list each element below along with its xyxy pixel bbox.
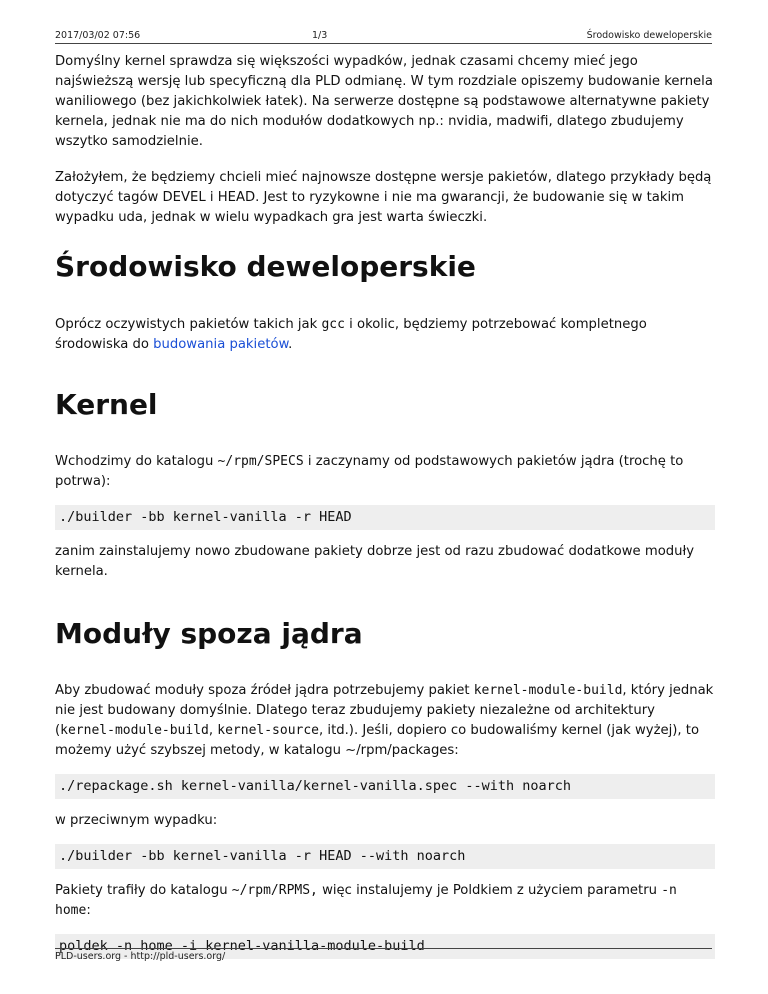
otherwise-paragraph: w przeciwnym wypadku: xyxy=(55,813,218,828)
text-span: i okolic, będziemy potrzebować kompletnego środowiska do xyxy=(55,317,647,352)
document-body xyxy=(55,52,715,959)
modules-paragraph xyxy=(55,681,715,761)
intro-paragraph-2: Założyłem, że będziemy chcieli mieć najnowsze dostępne wersje pakietów, dlatego przykłady będą dotyczyć tagów DEVEL i HEAD. Jest to ryzykowne i nie ma gwarancji, że budowanie się w takim wypadku uda, jednak w wielu wypadkach gra jest warta świeczki. xyxy=(55,170,712,225)
text-span: więc instalujemy je Poldkiem z użyciem parametru xyxy=(317,883,662,898)
code-block-builder: ./builder -bb kernel-vanilla -r HEAD xyxy=(55,505,715,530)
code-block-repackage: ./repackage.sh kernel-vanilla/kernel-vanilla.spec --with noarch xyxy=(55,774,715,799)
text-span: , itd.). Jeśli, dopiero co budowaliśmy kernel (jak wyżej), to możemy użyć szybszej metody, w katalogu ~/rpm/packages: xyxy=(55,723,700,758)
inline-code: kernel-source xyxy=(217,723,320,738)
text-span: . xyxy=(288,337,293,352)
text-span: i zaczynamy od podstawowych pakietów jądra (trochę to potrwa): xyxy=(55,454,684,489)
section-heading-environment: Środowisko deweloperskie xyxy=(55,250,476,283)
header-page-number: 1/3 xyxy=(312,30,328,41)
text-span: Oprócz oczywistych pakietów takich jak xyxy=(55,317,322,332)
inline-code: ~/rpm/SPECS xyxy=(217,454,304,469)
section-heading-modules: Moduły spoza jądra xyxy=(55,617,363,650)
header-title: Środowisko deweloperskie xyxy=(586,30,712,41)
text-span: , xyxy=(208,723,218,738)
text-span: : xyxy=(86,903,91,918)
code-block-builder-noarch: ./builder -bb kernel-vanilla -r HEAD --with noarch xyxy=(55,844,715,869)
page-footer xyxy=(55,948,712,962)
intro-paragraph-1: Domyślny kernel sprawdza się większości wypadków, jednak czasami chcemy mieć jego najświeższą wersję lub specyficzną dla PLD odmianę. W tym rozdziale opiszemy budowanie kernela waniliowego (bez jakichkolwiek łatek). Na serwerze dostępne są podstawowe alternatywne pakiety kernela, jednak nie ma do nich modułów dodatkowych np.: nvidia, madwifi, dlatego zbudujemy wszytko samodzielnie. xyxy=(55,54,713,149)
text-span: , który jednak nie jest budowany domyślnie. Dlatego teraz zbudujemy pakiety niezależne od architektury ( xyxy=(55,683,714,738)
footer-text: PLD-users.org - http://pld-users.org/ xyxy=(55,951,226,962)
section-heading-kernel: Kernel xyxy=(55,388,158,421)
inline-code: gcc xyxy=(321,317,345,332)
install-paragraph xyxy=(55,881,715,921)
inline-code: kernel-module-build xyxy=(60,723,209,738)
inline-code: kernel-module-build xyxy=(473,683,623,698)
kernel-paragraph xyxy=(55,452,715,492)
environment-paragraph xyxy=(55,315,715,355)
header-date: 2017/03/02 07:56 xyxy=(55,30,141,41)
kernel-after-paragraph: zanim zainstalujemy nowo zbudowane pakiety dobrze jest od razu zbudować dodatkowe moduły kernela. xyxy=(55,544,695,579)
text-span: Pakiety trafiły do katalogu xyxy=(55,883,232,898)
page-header xyxy=(55,30,712,44)
code-block-poldek: poldek -n home -i kernel-vanilla-module-build xyxy=(55,934,715,959)
link-building-packages[interactable]: budowania pakietów xyxy=(153,337,289,352)
inline-code: ~/rpm/RPMS, xyxy=(231,883,318,898)
inline-code: -n home xyxy=(55,883,677,918)
text-span: Aby zbudować moduły spoza źródeł jądra potrzebujemy pakiet xyxy=(55,683,474,698)
text-span: Wchodzimy do katalogu xyxy=(55,454,218,469)
